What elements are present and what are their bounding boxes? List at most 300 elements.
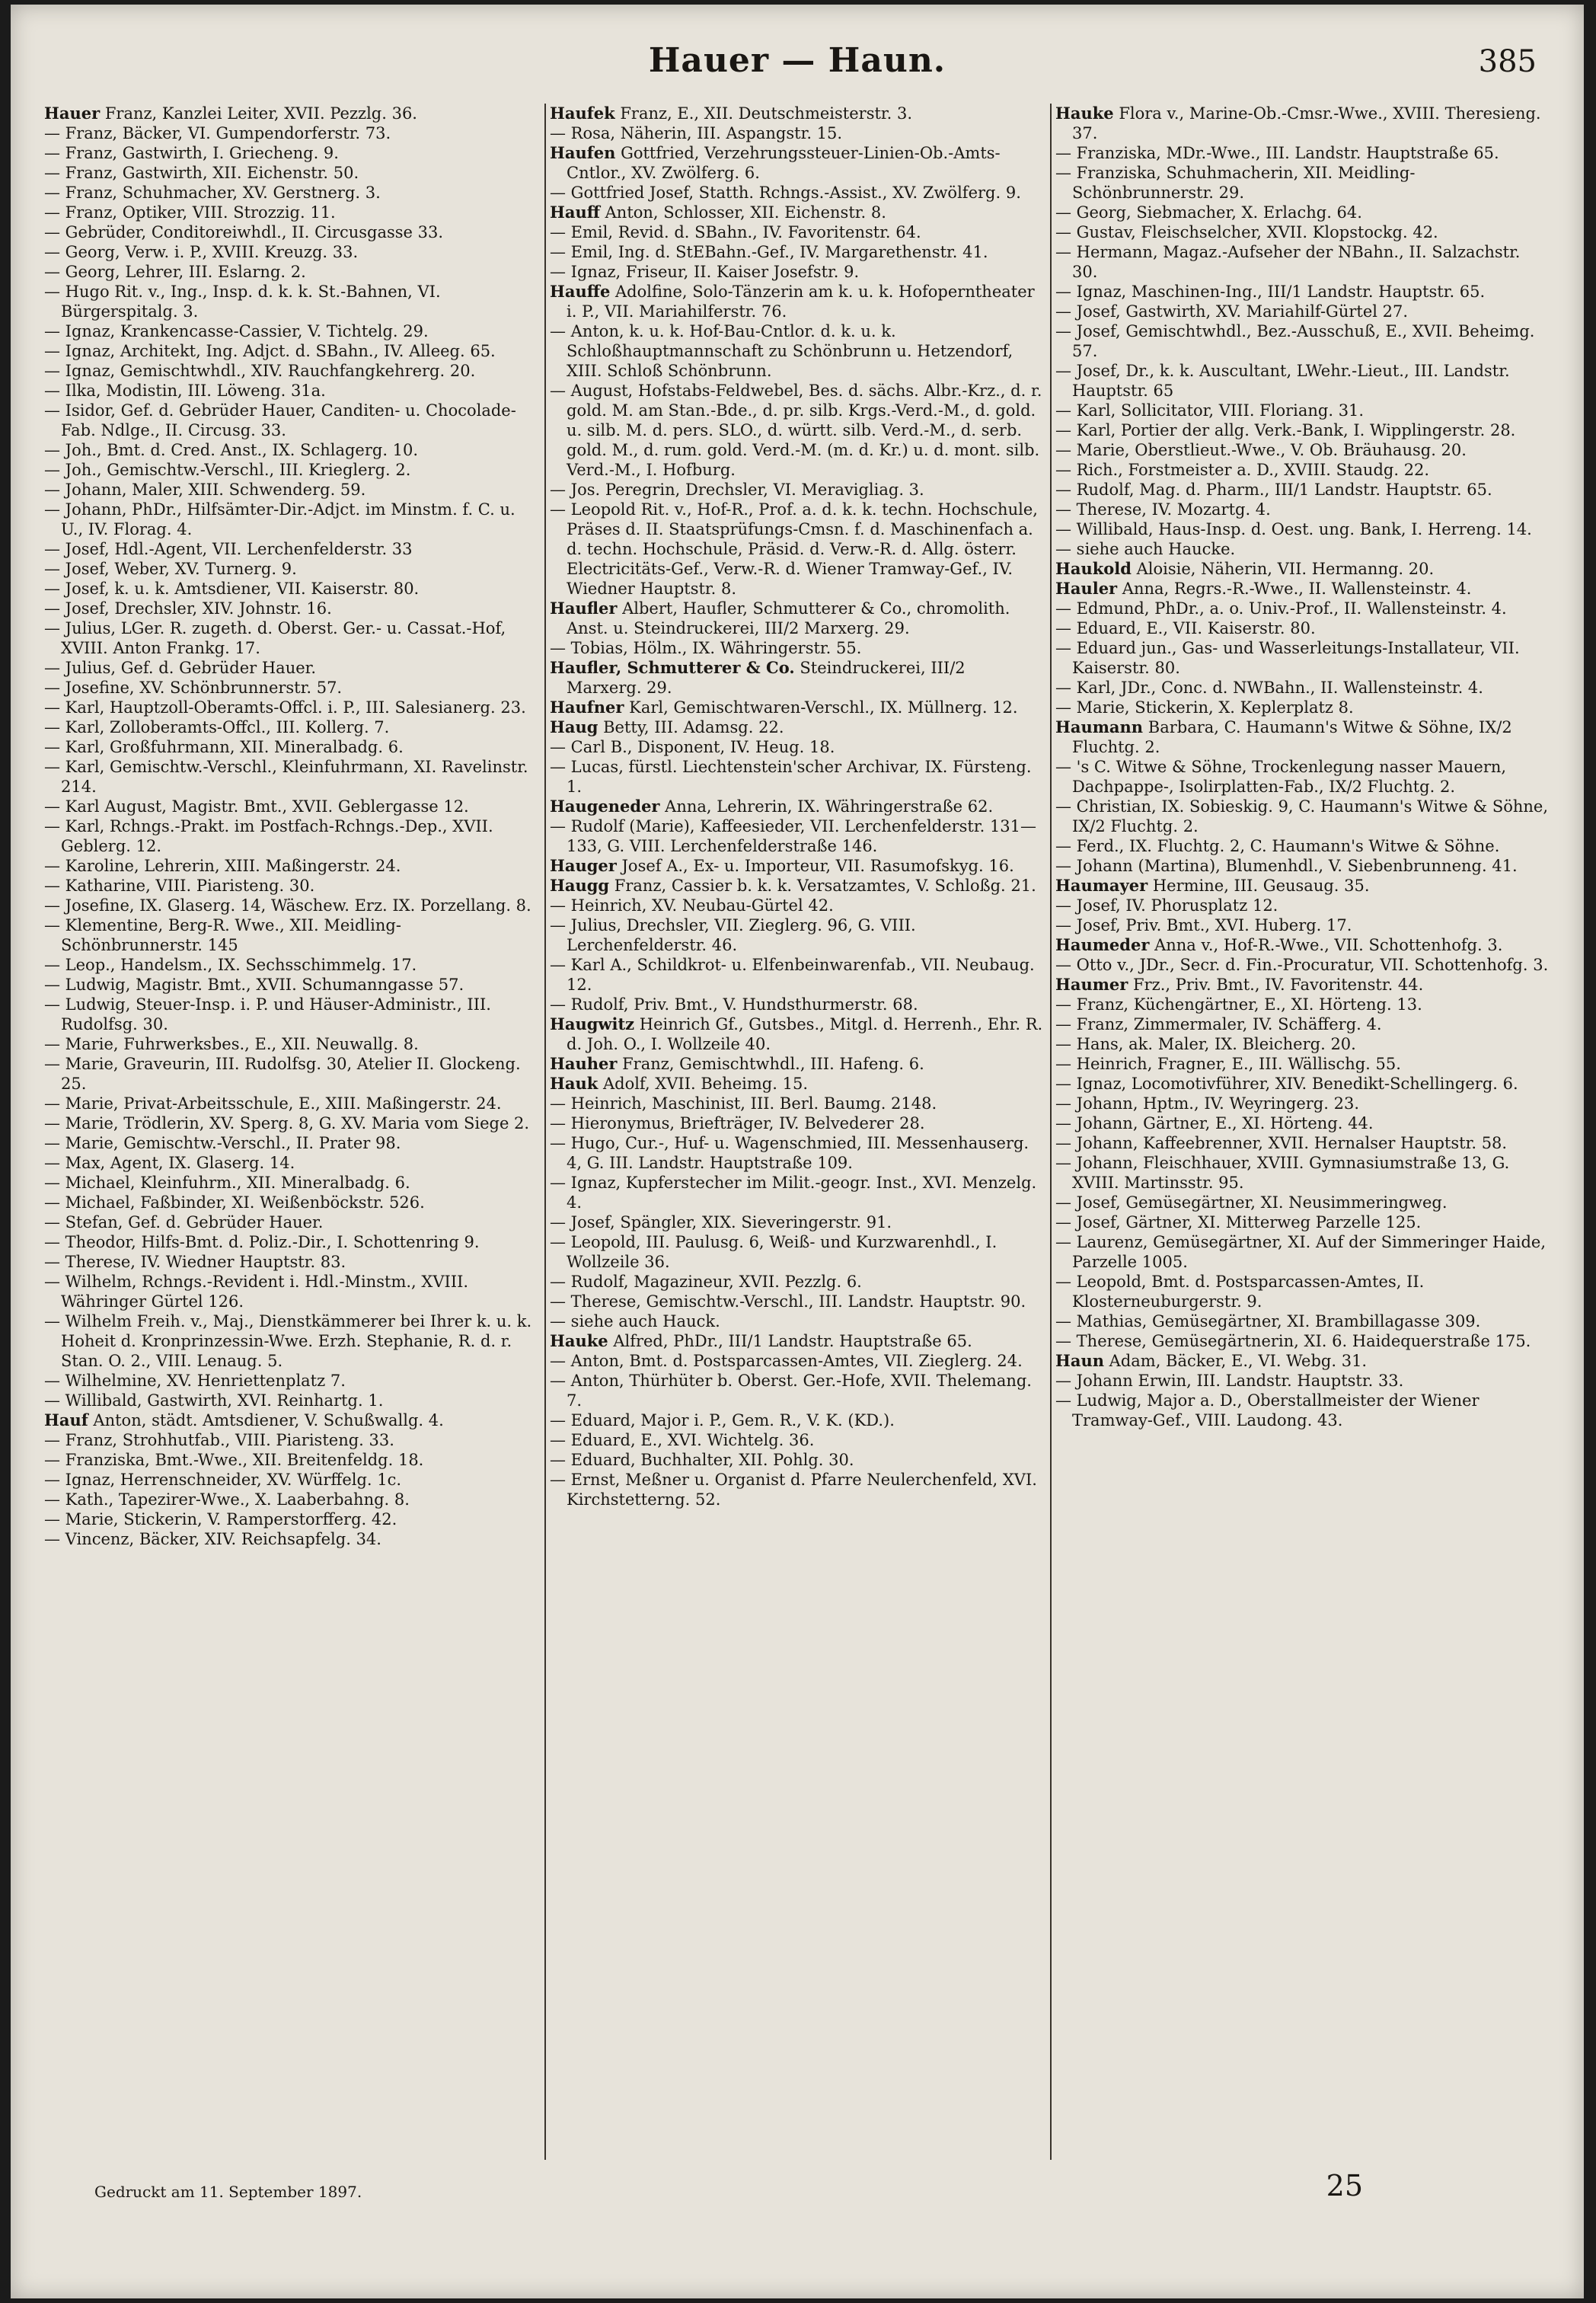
entry-text: Franz, Cassier b. k. k. Versatzamtes, V. Schloßg. 21. — [609, 877, 1036, 895]
directory-entry — [550, 638, 1045, 658]
directory-entry — [1055, 500, 1550, 519]
entry-text: — Franziska, Bmt.-Wwe., XII. Breitenfeldg. 18. — [44, 1451, 424, 1469]
entry-text: — Tobias, Hölm., IX. Währingerstr. 55. — [550, 639, 862, 657]
entry-text: Heinrich Gf., Gutsbes., Mitgl. d. Herrenh., Ehr. R. d. Joh. O., I. Wollzeile 40. — [567, 1015, 1043, 1053]
entry-text: — August, Hofstabs-Feldwebel, Bes. d. sächs. Albr.-Krz., d. r. gold. M. am Stan.-Bde., d. pr. silb. Krgs.-Verd.-M., d. gold. u. silb. M. d. pers. SLO., d. württ. silb. Verd.-M., d. serb. gold. M., d. rum. gold. Verd.-M. (m. d. Kr.) u. d. mont. silb. Verd.-M., I. Hofburg. — [550, 382, 1042, 479]
entry-surname: Hauke — [550, 1331, 608, 1350]
entry-text: — Georg, Lehrer, III. Eslarng. 2. — [44, 263, 306, 281]
entry-text: — Joh., Gemischtw.-Verschl., III. Krieglerg. 2. — [44, 461, 411, 479]
entry-text: — Karl, JDr., Conc. d. NWBahn., II. Wallensteinstr. 4. — [1055, 679, 1483, 697]
entry-text: — Gottfried Josef, Statth. Rchngs.-Assist., XV. Zwölferg. 9. — [550, 184, 1021, 202]
directory-entry — [550, 1371, 1045, 1410]
directory-entry — [44, 816, 539, 856]
entry-text: — Georg, Siebmacher, X. Erlachg. 64. — [1055, 203, 1362, 222]
entry-text: Alfred, PhDr., III/1 Landstr. Hauptstraße 65. — [608, 1332, 972, 1350]
directory-entry — [44, 995, 539, 1034]
entry-text: — Rudolf, Priv. Bmt., V. Hundsthurmerstr. 68. — [550, 995, 918, 1014]
directory-entry — [44, 737, 539, 757]
directory-entry — [1055, 1331, 1550, 1351]
entry-text: — Heinrich, XV. Neubau-Gürtel 42. — [550, 896, 834, 915]
page-header — [11, 41, 1584, 87]
directory-entry — [1055, 1212, 1550, 1232]
directory-entry — [1055, 1113, 1550, 1133]
entry-text: — Ilka, Modistin, III. Löweng. 31a. — [44, 382, 326, 400]
directory-entry — [1055, 1014, 1550, 1034]
entry-text: Frz., Priv. Bmt., IV. Favoritenstr. 44. — [1128, 976, 1424, 994]
directory-entry — [1055, 1371, 1550, 1391]
column-divider — [544, 104, 546, 2160]
directory-entry — [550, 222, 1045, 242]
directory-entry — [44, 975, 539, 995]
entry-text: — Karl August, Magistr. Bmt., XVII. Geblergasse 12. — [44, 797, 469, 816]
directory-entry — [44, 618, 539, 658]
entry-text: — Willibald, Gastwirth, XVI. Reinhartg. 1. — [44, 1391, 384, 1410]
directory-entry — [44, 361, 539, 381]
entry-text: — Karl, Portier der allg. Verk.-Bank, I. Wipplingerstr. 28. — [1055, 421, 1516, 439]
directory-entry — [44, 222, 539, 242]
directory-entry — [44, 242, 539, 262]
entry-surname: Hauler — [1055, 579, 1118, 598]
entry-text: — Karl, Großfuhrmann, XII. Mineralbadg. 6. — [44, 738, 404, 756]
entry-text: — Emil, Ing. d. StEBahn.-Gef., IV. Margarethenstr. 41. — [550, 243, 988, 261]
directory-entry — [1055, 1391, 1550, 1430]
directory-entry — [550, 737, 1045, 757]
entry-text: — Mathias, Gemüsegärtner, XI. Brambillagasse 309. — [1055, 1312, 1481, 1330]
directory-entry — [44, 480, 539, 500]
entry-text: — Rudolf, Magazineur, XVII. Pezzlg. 6. — [550, 1273, 862, 1291]
directory-entry — [550, 1470, 1045, 1509]
entry-text: — Michael, Faßbinder, XI. Weißenböckstr. 526. — [44, 1193, 425, 1212]
entry-text: — Karl, Sollicitator, VIII. Floriang. 31. — [1055, 401, 1365, 420]
directory-entry — [550, 1014, 1045, 1054]
entry-text: — Leopold, III. Paulusg. 6, Weiß- und Kurzwarenhdl., I. Wollzeile 36. — [550, 1233, 998, 1271]
directory-entry — [1055, 559, 1550, 579]
directory-entry — [550, 321, 1045, 381]
entry-text: — Karoline, Lehrerin, XIII. Maßingerstr. 24. — [44, 857, 401, 875]
entry-text: — Edmund, PhDr., a. o. Univ.-Prof., II. Wallensteinstr. 4. — [1055, 599, 1507, 618]
entry-text: — Julius, LGer. R. zugeth. d. Oberst. Ger.- u. Cassat.-Hof, XVIII. Anton Frankg. 17. — [44, 619, 506, 657]
entry-text: — Kath., Tapezirer-Wwe., X. Laaberbahng. 8. — [44, 1490, 410, 1509]
directory-entry — [44, 955, 539, 975]
directory-entry — [1055, 717, 1550, 757]
entry-text: Franz, Gemischtwhdl., III. Hafeng. 6. — [617, 1055, 924, 1073]
entry-surname: Haufen — [550, 143, 616, 162]
entry-text: — Therese, IV. Wiedner Hauptstr. 83. — [44, 1253, 346, 1271]
column-1 — [44, 104, 539, 2160]
directory-entry — [550, 876, 1045, 896]
entry-text: — Wilhelm, Rchngs.-Revident i. Hdl.-Minstm., XVIII. Währinger Gürtel 126. — [44, 1273, 469, 1311]
entry-text: — Ludwig, Magistr. Bmt., XVII. Schumanngasse 57. — [44, 976, 464, 994]
entry-text: — Josef, IV. Phorusplatz 12. — [1055, 896, 1278, 915]
entry-text: Anna, Regrs.-R.-Wwe., II. Wallensteinstr. 4. — [1117, 580, 1472, 598]
directory-entry — [44, 856, 539, 876]
directory-entry — [44, 915, 539, 955]
entry-text: — Vincenz, Bäcker, XIV. Reichsapfelg. 34. — [44, 1530, 381, 1548]
entry-text: — siehe auch Haucke. — [1055, 540, 1236, 558]
entry-text: — Josefine, XV. Schönbrunnerstr. 57. — [44, 679, 343, 697]
directory-entry — [550, 1173, 1045, 1212]
entry-text: — Marie, Stickerin, V. Ramperstorfferg. 42. — [44, 1510, 397, 1528]
directory-entry — [550, 1054, 1045, 1074]
directory-entry — [550, 104, 1045, 123]
directory-entry — [550, 1133, 1045, 1173]
directory-entry — [44, 500, 539, 539]
directory-entry — [44, 123, 539, 143]
directory-entry — [1055, 1232, 1550, 1272]
entry-text: — Josef, Gemüsegärtner, XI. Neusimmeringweg. — [1055, 1193, 1448, 1212]
directory-entry — [1055, 242, 1550, 282]
entry-text: — Johann Erwin, III. Landstr. Hauptstr. 33. — [1055, 1372, 1404, 1390]
entry-surname: Haumeder — [1055, 935, 1150, 954]
entry-text: Karl, Gemischtwaren-Verschl., IX. Müllnerg. 12. — [624, 698, 1018, 717]
entry-text: — Johann, Hptm., IV. Weyringerg. 23. — [1055, 1094, 1359, 1113]
entry-text: — Heinrich, Maschinist, III. Berl. Baumg. 2148. — [550, 1094, 937, 1113]
directory-entry — [44, 1173, 539, 1193]
directory-entry — [44, 381, 539, 401]
directory-entry — [44, 262, 539, 282]
directory-entry — [550, 599, 1045, 638]
directory-entry — [1055, 1153, 1550, 1193]
entry-text: — Gustav, Fleischselcher, XVII. Klopstockg. 42. — [1055, 223, 1438, 241]
entry-text: — Josef, k. u. k. Amtsdiener, VII. Kaiserstr. 80. — [44, 580, 420, 598]
column-divider — [1050, 104, 1052, 2160]
directory-entry — [44, 321, 539, 341]
entry-text: — Hermann, Magaz.-Aufseher der NBahn., II. Salzachstr. 30. — [1055, 243, 1521, 281]
directory-entry — [550, 1311, 1045, 1331]
directory-entry — [550, 1430, 1045, 1450]
entry-text: — Rudolf, Mag. d. Pharm., III/1 Landstr. Hauptstr. 65. — [1055, 481, 1492, 499]
entry-text: — Franz, Bäcker, VI. Gumpendorferstr. 73. — [44, 124, 391, 142]
entry-text: — Rudolf (Marie), Kaffeesieder, VII. Lerchenfelderstr. 131—133, G. VIII. Lerchenfelderstraße 146. — [550, 817, 1037, 855]
directory-entry — [550, 123, 1045, 143]
directory-entry — [44, 678, 539, 698]
entry-text: — Josef, Drechsler, XIV. Johnstr. 16. — [44, 599, 332, 618]
directory-entry — [1055, 856, 1550, 876]
entry-text: — Jos. Peregrin, Drechsler, VI. Meravigliag. 3. — [550, 481, 924, 499]
directory-entry — [44, 282, 539, 321]
directory-entry — [550, 797, 1045, 816]
directory-entry — [1055, 519, 1550, 539]
directory-entry — [1055, 440, 1550, 460]
directory-entry — [550, 262, 1045, 282]
directory-entry — [550, 816, 1045, 856]
directory-entry — [44, 1193, 539, 1212]
entry-text: — Karl A., Schildkrot- u. Elfenbeinwarenfab., VII. Neubaug. 12. — [550, 956, 1035, 994]
directory-entry — [44, 797, 539, 816]
directory-entry — [1055, 460, 1550, 480]
directory-entry — [44, 203, 539, 222]
entry-text: — Johann, Gärtner, E., XI. Hörteng. 44. — [1055, 1114, 1374, 1132]
entry-surname: Haun — [1055, 1351, 1104, 1370]
entry-text: — Marie, Trödlerin, XV. Sperg. 8, G. XV. Maria vom Siege 2. — [44, 1114, 530, 1132]
entry-text: Betty, III. Adamsg. 22. — [598, 718, 784, 736]
directory-entry — [44, 143, 539, 163]
directory-entry — [44, 1252, 539, 1272]
entry-text: — Therese, IV. Mozartg. 4. — [1055, 500, 1271, 519]
directory-entry — [44, 1470, 539, 1490]
directory-entry — [1055, 935, 1550, 955]
entry-text: — Marie, Stickerin, X. Keplerplatz 8. — [1055, 698, 1354, 717]
directory-entry — [550, 282, 1045, 321]
directory-entry — [1055, 678, 1550, 698]
directory-entry — [550, 1113, 1045, 1133]
entry-text: — Lucas, fürstl. Liechtenstein'scher Archivar, IX. Fürsteng. 1. — [550, 758, 1032, 796]
entry-text: — Ernst, Meßner u. Organist d. Pfarre Neulerchenfeld, XVI. Kirchstetterng. 52. — [550, 1471, 1037, 1509]
entry-text: — Heinrich, Fragner, E., III. Wällischg. 55. — [1055, 1055, 1401, 1073]
directory-entry — [1055, 698, 1550, 717]
entry-text: — Julius, Gef. d. Gebrüder Hauer. — [44, 659, 317, 677]
directory-entry — [1055, 420, 1550, 440]
directory-entry — [44, 1490, 539, 1509]
entry-text: — Christian, IX. Sobieskig. 9, C. Haumann's Witwe & Söhne, IX/2 Fluchtg. 2. — [1055, 797, 1549, 835]
entry-text: — Leop., Handelsm., IX. Sechsschimmelg. 17. — [44, 956, 417, 974]
directory-entry — [44, 163, 539, 183]
directory-entry — [44, 717, 539, 737]
entry-text: — Ignaz, Maschinen-Ing., III/1 Landstr. Hauptstr. 65. — [1055, 283, 1486, 301]
directory-entry — [550, 856, 1045, 876]
directory-entry — [550, 1074, 1045, 1094]
entry-text: — Anton, k. u. k. Hof-Bau-Cntlor. d. k. u. k. Schloßhauptmannschaft zu Schönbrunn u. Hetzendorf, XIII. Schloß Schönbrunn. — [550, 322, 1013, 380]
entry-surname: Haufler, Schmutterer & Co. — [550, 658, 795, 677]
directory-entry — [44, 1153, 539, 1173]
entry-text: Franz, E., XII. Deutschmeisterstr. 3. — [614, 104, 913, 123]
entry-text: — Max, Agent, IX. Glaserg. 14. — [44, 1154, 295, 1172]
entry-text: — Leopold Rit. v., Hof-R., Prof. a. d. k. k. techn. Hochschule, Präses d. II. Staatsprüfungs-Cmsn. f. d. Maschinenfach a. d. techn. Hochschule, Präsid. d. Verw.-R. d. Allg. österr. Electricitäts-Gef., Verw.-R. d. Wiener Tramway-Gef., IV. Wiedner Hauptstr. 8. — [550, 500, 1038, 598]
directory-entry — [550, 1232, 1045, 1272]
directory-entry — [44, 1212, 539, 1232]
directory-entry — [1055, 1133, 1550, 1153]
directory-entry — [1055, 321, 1550, 361]
directory-entry — [550, 698, 1045, 717]
entry-text: — Josef, Weber, XV. Turnerg. 9. — [44, 560, 297, 578]
directory-entry — [1055, 1351, 1550, 1371]
directory-entry — [44, 1113, 539, 1133]
entry-text: — Willibald, Haus-Insp. d. Oest. ung. Bank, I. Herreng. 14. — [1055, 520, 1532, 538]
page-title: Hauer — Haun. — [648, 41, 946, 80]
entry-surname: Haugg — [550, 876, 610, 895]
directory-entry — [44, 1034, 539, 1054]
directory-entry — [550, 995, 1045, 1014]
entry-text: — Ignaz, Gemischtwhdl., XIV. Rauchfangkehrerg. 20. — [44, 362, 476, 380]
directory-entry — [1055, 203, 1550, 222]
entry-text: — Ignaz, Locomotivführer, XIV. Benedikt-Schellingerg. 6. — [1055, 1075, 1518, 1093]
directory-entry — [1055, 896, 1550, 915]
entry-text: — Ignaz, Kupferstecher im Milit.-geogr. Inst., XVI. Menzelg. 4. — [550, 1174, 1037, 1212]
directory-entry — [1055, 599, 1550, 618]
column-3 — [1055, 104, 1550, 2160]
entry-text: — Therese, Gemischtw.-Verschl., III. Landstr. Hauptstr. 90. — [550, 1292, 1026, 1311]
directory-entry — [44, 896, 539, 915]
entry-text: Flora v., Marine-Ob.-Cmsr.-Wwe., XVIII. Theresieng. 37. — [1072, 104, 1541, 142]
directory-entry — [1055, 757, 1550, 797]
directory-entry — [550, 1272, 1045, 1292]
entry-text: Anna, Lehrerin, IX. Währingerstraße 62. — [659, 797, 994, 816]
entry-text: — Wilhelm Freih. v., Maj., Dienstkämmerer bei Ihrer k. u. k. Hoheit d. Kronprinzessin-Wwe. Erzh. Stephanie, R. d. r. Stan. O. 2., VIII. Lenaug. 5. — [44, 1312, 532, 1370]
entry-text: — Emil, Revid. d. SBahn., IV. Favoritenstr. 64. — [550, 223, 921, 241]
entry-text: Adolfine, Solo-Tänzerin am k. u. k. Hofoperntheater i. P., VII. Mariahilferstr. 76. — [567, 283, 1035, 321]
entry-text: Albert, Haufler, Schmutterer & Co., chromolith. Anst. u. Steindruckerei, III/2 Marxerg. 29. — [567, 599, 1010, 637]
directory-entry — [550, 480, 1045, 500]
entry-surname: Hauf — [44, 1410, 88, 1429]
entry-text: — Hugo Rit. v., Ing., Insp. d. k. k. St.-Bahnen, VI. Bürgerspitalg. 3. — [44, 283, 441, 321]
entry-surname: Haumayer — [1055, 876, 1148, 895]
directory-entry — [44, 757, 539, 797]
entry-text: Steindruckerei, III/2 Marxerg. 29. — [567, 659, 966, 697]
entry-text: — Johann, PhDr., Hilfsämter-Dir.-Adjct. im Minstm. f. C. u. U., IV. Florag. 4. — [44, 500, 516, 538]
directory-entry — [550, 1351, 1045, 1371]
entry-text: Hermine, III. Geusaug. 35. — [1148, 877, 1370, 895]
directory-entry — [44, 658, 539, 678]
entry-text: — Ludwig, Steuer-Insp. i. P. und Häuser-Administr., III. Rudolfsg. 30. — [44, 995, 491, 1033]
entry-text: — Ludwig, Major a. D., Oberstallmeister der Wiener Tramway-Gef., VIII. Laudong. 43. — [1055, 1391, 1479, 1429]
directory-entry — [550, 1292, 1045, 1311]
entry-text: Gottfried, Verzehrungssteuer-Linien-Ob.-Amts-Cntlor., XV. Zwölferg. 6. — [567, 144, 1001, 182]
entry-text: — Franziska, MDr.-Wwe., III. Landstr. Hauptstraße 65. — [1055, 144, 1499, 162]
directory-entry — [44, 1391, 539, 1410]
directory-entry — [1055, 401, 1550, 420]
directory-entry — [550, 717, 1045, 737]
entry-surname: Haugwitz — [550, 1014, 635, 1033]
entry-text: — Franz, Küchengärtner, E., XI. Hörteng. 13. — [1055, 995, 1422, 1014]
directory-entry — [1055, 1311, 1550, 1331]
page-number: 385 — [1478, 44, 1537, 79]
directory-entry — [1055, 876, 1550, 896]
entry-text: — Franz, Gastwirth, I. Griecheng. 9. — [44, 144, 339, 162]
directory-entry — [550, 1094, 1045, 1113]
directory-entry — [550, 915, 1045, 955]
entry-text: — Marie, Privat-Arbeitsschule, E., XIII. Maßingerstr. 24. — [44, 1094, 502, 1113]
entry-text: — siehe auch Hauck. — [550, 1312, 720, 1330]
entry-surname: Hauk — [550, 1074, 598, 1093]
entry-text: — Julius, Drechsler, VII. Zieglerg. 96, G. VIII. Lerchenfelderstr. 46. — [550, 916, 916, 954]
entry-surname: Hauher — [550, 1054, 618, 1073]
directory-entry — [550, 955, 1045, 995]
directory-entry — [44, 539, 539, 559]
directory-entry — [550, 757, 1045, 797]
entry-text: — Josef, Priv. Bmt., XVI. Huberg. 17. — [1055, 916, 1352, 934]
entry-text: — Anton, Bmt. d. Postsparcassen-Amtes, VII. Zieglerg. 24. — [550, 1352, 1023, 1370]
directory-entry — [44, 1450, 539, 1470]
directory-entry — [1055, 1094, 1550, 1113]
directory-entry — [1055, 282, 1550, 302]
entry-text: — Leopold, Bmt. d. Postsparcassen-Amtes, II. Klosterneuburgerstr. 9. — [1055, 1273, 1425, 1311]
directory-entry — [1055, 302, 1550, 321]
entry-text: — Eduard, Major i. P., Gem. R., V. K. (KD.). — [550, 1411, 895, 1429]
directory-entry — [550, 242, 1045, 262]
entry-text: — Josef, Spängler, XIX. Sieveringerstr. 91. — [550, 1213, 892, 1231]
entry-text: — Karl, Zolloberamts-Offcl., III. Kollerg. 7. — [44, 718, 390, 736]
directory-entry — [550, 183, 1045, 203]
directory-entry — [44, 698, 539, 717]
entry-text: — Johann, Fleischhauer, XVIII. Gymnasiumstraße 13, G. XVIII. Martinsstr. 95. — [1055, 1154, 1510, 1192]
directory-entry — [1055, 143, 1550, 163]
entry-text: — Josef, Dr., k. k. Auscultant, LWehr.-Lieut., III. Landstr. Hauptstr. 65 — [1055, 362, 1510, 400]
entry-surname: Haufek — [550, 104, 615, 123]
entry-text: Josef A., Ex- u. Importeur, VII. Rasumofskyg. 16. — [616, 857, 1014, 875]
directory-entry — [1055, 638, 1550, 678]
entry-text: — Karl, Hauptzoll-Oberamts-Offcl. i. P., III. Salesianerg. 23. — [44, 698, 526, 717]
directory-entry — [44, 1509, 539, 1529]
directory-entry — [1055, 1272, 1550, 1311]
directory-entry — [44, 599, 539, 618]
directory-entry — [1055, 618, 1550, 638]
directory-entry — [1055, 995, 1550, 1014]
directory-entry — [44, 1311, 539, 1371]
entry-text: — Wilhelmine, XV. Henriettenplatz 7. — [44, 1372, 346, 1390]
entry-text: Anton, städt. Amtsdiener, V. Schußwallg. 4. — [88, 1411, 444, 1429]
entry-text: Adam, Bäcker, E., VI. Webg. 31. — [1103, 1352, 1368, 1370]
entry-surname: Haugeneder — [550, 797, 660, 816]
entry-text: — Ignaz, Herrenschneider, XV. Würffelg. 1c. — [44, 1471, 402, 1489]
entry-text: — Carl B., Disponent, IV. Heug. 18. — [550, 738, 835, 756]
directory-entry — [44, 401, 539, 440]
directory-entry — [1055, 955, 1550, 975]
directory-entry — [550, 658, 1045, 698]
entry-text: — Isidor, Gef. d. Gebrüder Hauer, Canditen- u. Chocolade-Fab. Ndlge., II. Circusg. 33. — [44, 401, 516, 439]
directory-entry — [1055, 163, 1550, 203]
entry-surname: Hauer — [44, 104, 101, 123]
signature-mark: 25 — [1326, 2169, 1363, 2202]
entry-text: — Katharine, VIII. Piaristeng. 30. — [44, 877, 315, 895]
directory-entry — [44, 1430, 539, 1450]
entry-text: — Laurenz, Gemüsegärtner, XI. Auf der Simmeringer Haide, Parzelle 1005. — [1055, 1233, 1547, 1271]
directory-entry — [44, 1054, 539, 1094]
entry-text: — Anton, Thürhüter b. Oberst. Ger.-Hofe, XVII. Thelemang. 7. — [550, 1372, 1032, 1410]
entry-text: Adolf, XVII. Beheimg. 15. — [598, 1075, 808, 1093]
entry-text: — Franz, Schuhmacher, XV. Gerstnerg. 3. — [44, 184, 381, 202]
directory-entry — [44, 460, 539, 480]
entry-columns — [44, 104, 1559, 2160]
directory-entry — [550, 1212, 1045, 1232]
entry-surname: Hauke — [1055, 104, 1114, 123]
entry-text: — Hugo, Cur.-, Huf- u. Wagenschmied, III. Messenhauserg. 4, G. III. Landstr. Hauptstraße 109. — [550, 1134, 1029, 1172]
entry-surname: Haumann — [1055, 717, 1144, 736]
directory-entry — [1055, 539, 1550, 559]
entry-text: — Marie, Fuhrwerksbes., E., XII. Neuwallg. 8. — [44, 1035, 419, 1053]
directory-entry — [1055, 579, 1550, 599]
entry-text: — Johann (Martina), Blumenhdl., V. Siebenbrunneng. 41. — [1055, 857, 1518, 875]
directory-entry — [44, 183, 539, 203]
entry-text: — Franz, Strohhutfab., VIII. Piaristeng. 33. — [44, 1431, 394, 1449]
entry-text: — Hieronymus, Briefträger, IV. Belvederег 28. — [550, 1114, 925, 1132]
entry-surname: Haumer — [1055, 975, 1128, 994]
entry-text: — Josef, Gemischtwhdl., Bez.-Ausschuß, E., XVII. Beheimg. 57. — [1055, 322, 1535, 360]
entry-text: — Otto v., JDr., Secr. d. Fin.-Procuratur, VII. Schottenhofg. 3. — [1055, 956, 1549, 974]
directory-entry — [1055, 1034, 1550, 1054]
entry-text: — Josef, Gastwirth, XV. Mariahilf-Gürtel 27. — [1055, 302, 1409, 321]
entry-text: — Theodor, Hilfs-Bmt. d. Poliz.-Dir., I. Schottenring 9. — [44, 1233, 480, 1251]
directory-entry — [550, 203, 1045, 222]
entry-text: — Franz, Optiker, VIII. Strozzig. 11. — [44, 203, 336, 222]
directory-entry — [1055, 104, 1550, 143]
directory-entry — [44, 1094, 539, 1113]
entry-text: — Ferd., IX. Fluchtg. 2, C. Haumann's Witwe & Söhne. — [1055, 837, 1500, 855]
directory-entry — [1055, 222, 1550, 242]
directory-entry — [1055, 975, 1550, 995]
entry-text: — Eduard jun., Gas- und Wasserleitungs-Installateur, VII. Kaiserstr. 80. — [1055, 639, 1520, 677]
directory-entry — [550, 1331, 1045, 1351]
directory-entry — [44, 559, 539, 579]
entry-surname: Haufler — [550, 599, 618, 618]
entry-text: — Rosa, Näherin, III. Aspangstr. 15. — [550, 124, 843, 142]
entry-text: — 's C. Witwe & Söhne, Trockenlegung nasser Mauern, Dachpappe-, Isolirplatten-Fab., IX/2 Fluchtg. 2. — [1055, 758, 1507, 796]
entry-text: — Hans, ak. Maler, IX. Bleicherg. 20. — [1055, 1035, 1356, 1053]
entry-text: — Josefine, IX. Glaserg. 14, Wäschew. Erz. IX. Porzellang. 8. — [44, 896, 531, 915]
directory-entry — [550, 500, 1045, 599]
entry-text: — Marie, Oberstlieut.-Wwe., V. Ob. Bräuhausg. 20. — [1055, 441, 1467, 459]
directory-entry — [550, 381, 1045, 480]
directory-entry — [44, 440, 539, 460]
